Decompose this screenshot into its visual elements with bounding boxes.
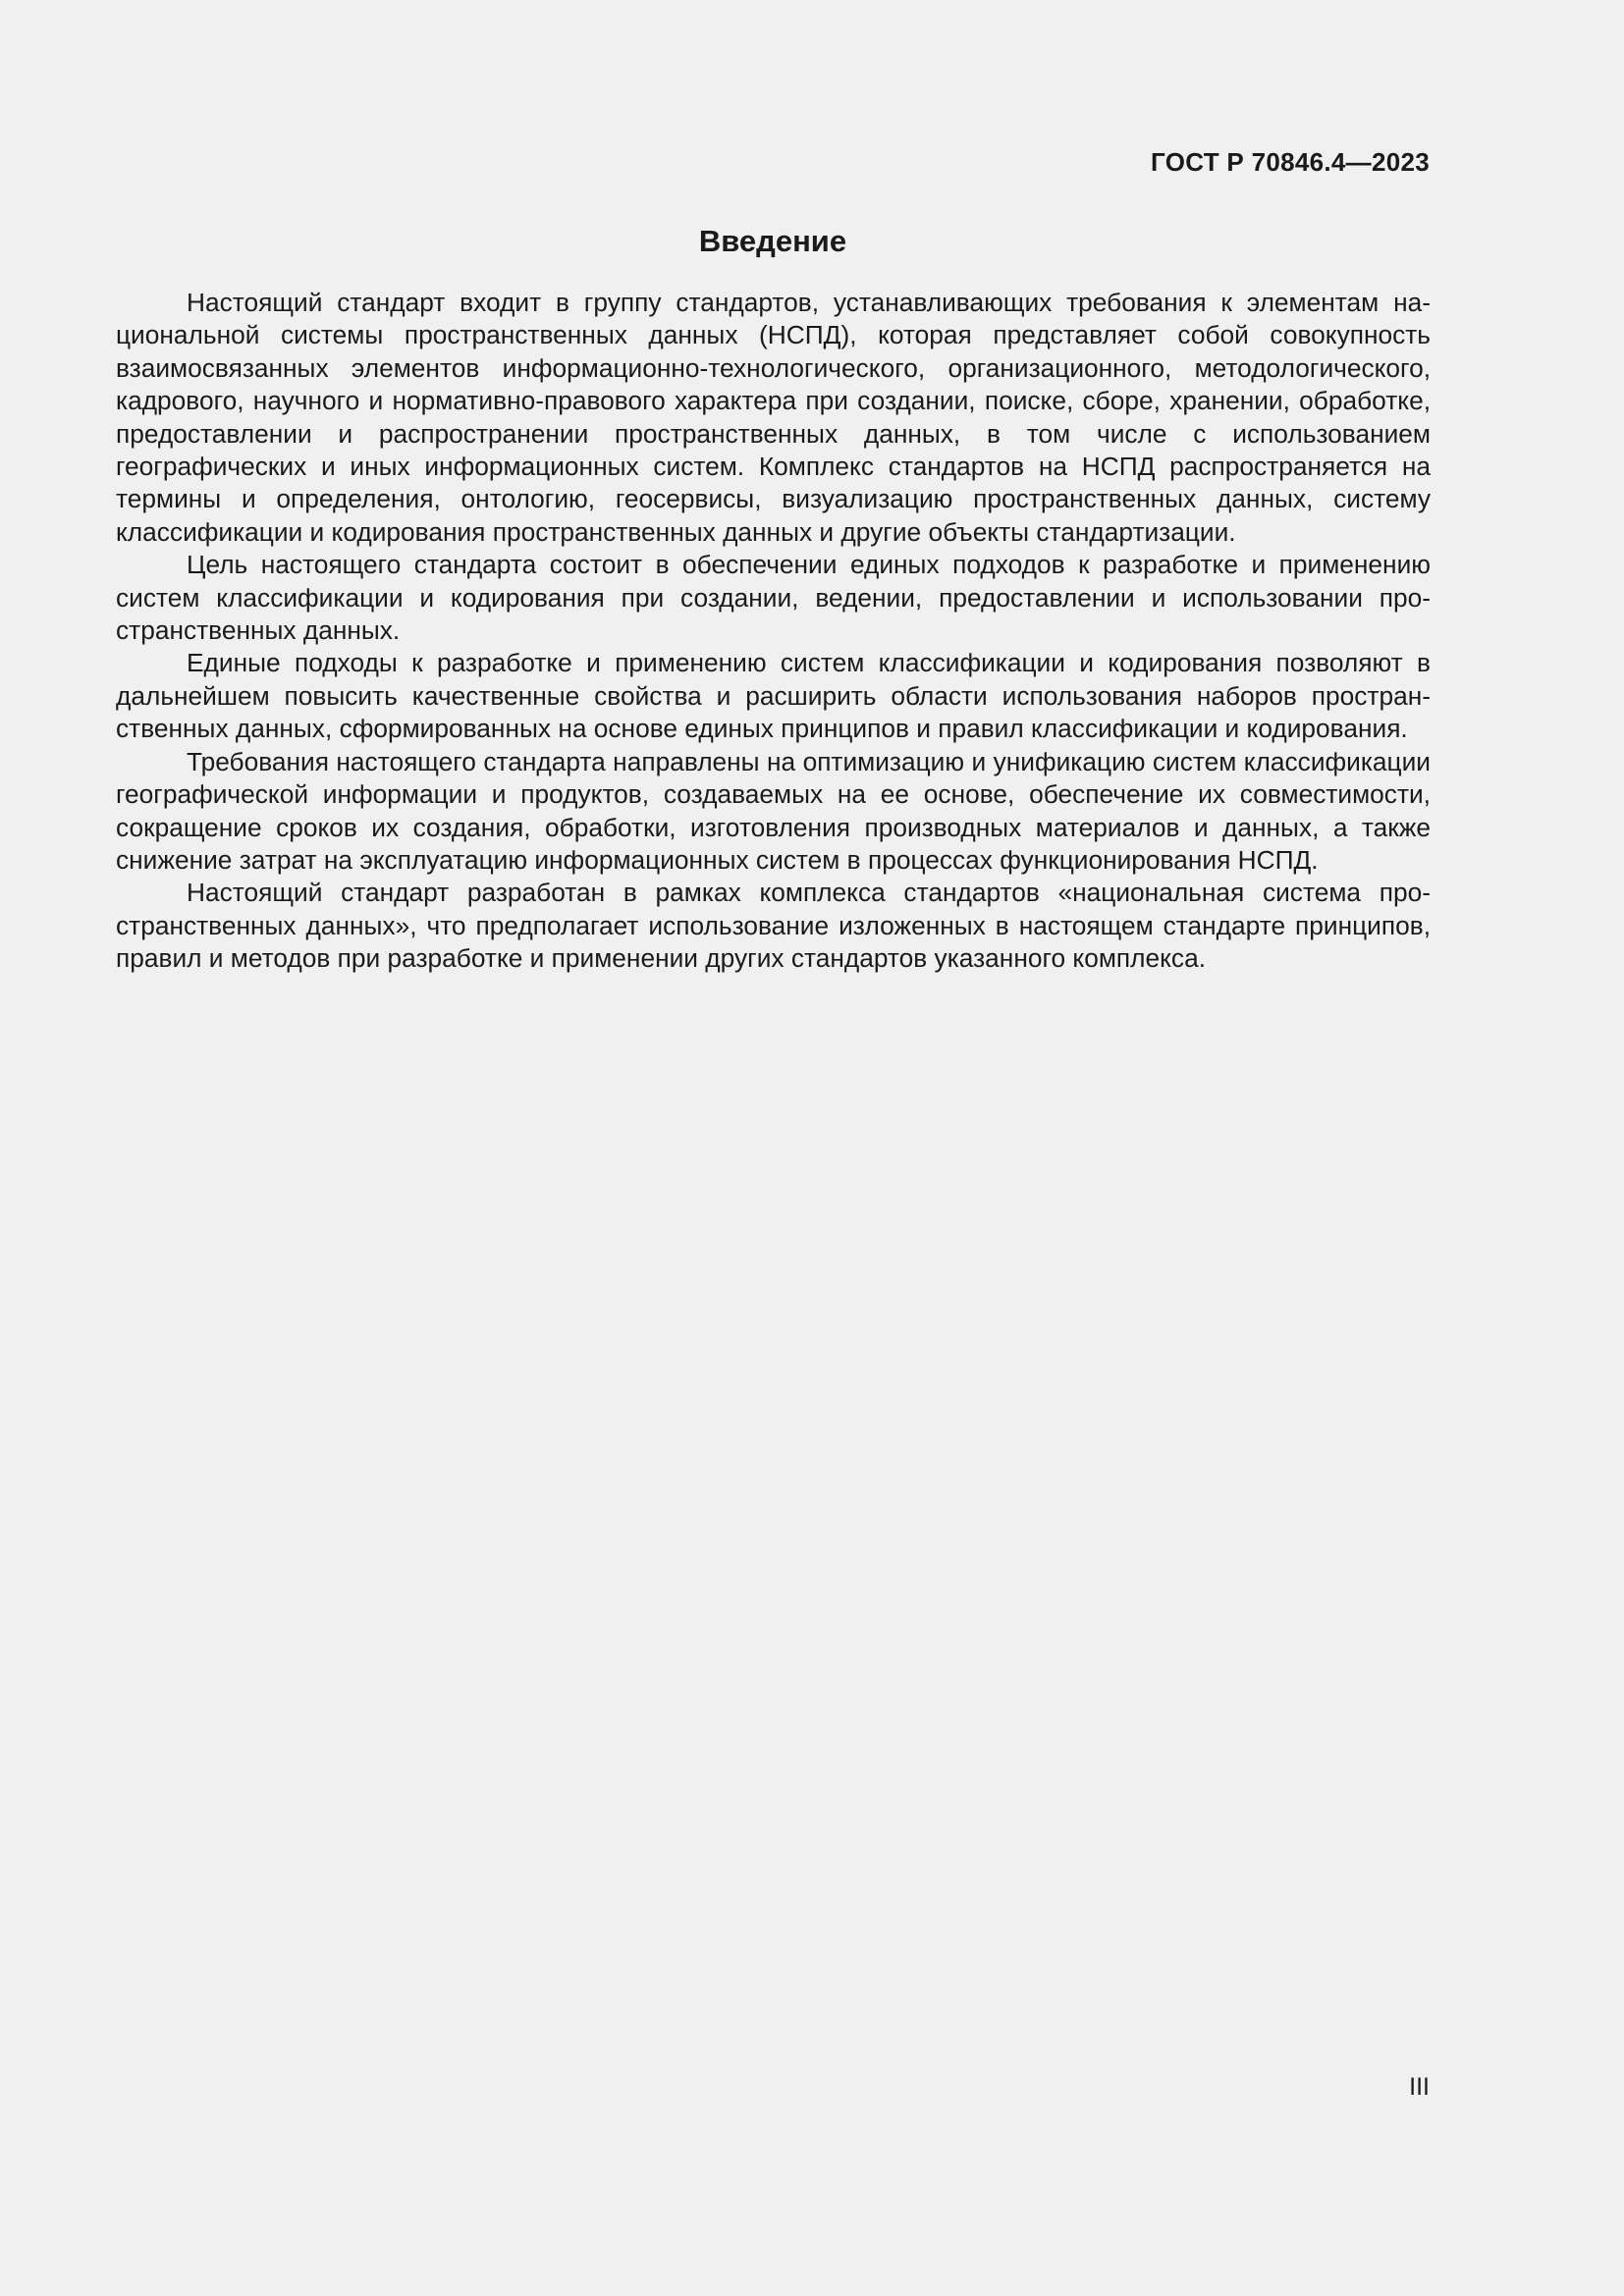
page-number: III xyxy=(1409,2073,1430,2101)
paragraph: Требования настоящего стандарта направлены на оптимизацию и унификацию систем классификации географической информации и продуктов, создаваемых на ее основе, обеспечение их совместимости, сокращение сроков их создания, обработки, изготовления производных материалов и данных, а также снижение затрат на эксплуатацию информационных систем в процессах функционирования НСПД. xyxy=(116,746,1431,875)
paragraph: Настоящий стандарт разработан в рамках комплекса стандартов «национальная система пространственных данных», что предполагает использование изложенных в настоящем стандарте принципов, правил и методов при разработке и применении других стандартов указанного комплекса. xyxy=(116,878,1431,974)
introduction-body xyxy=(116,287,1431,976)
section-title: Введение xyxy=(698,224,847,258)
document-code: ГОСТ Р 70846.4—2023 xyxy=(1151,147,1430,177)
paragraph: Настоящий стандарт входит в группу стандартов, устанавливающих требования к элементам национальной системы пространственных данных (НСПД), которая представляет собой совокупность взаимосвязанных элементов информационно-технологического, организационного, методологического, кадрового, научного и нормативно-правового характера при создании, поиске, сборе, хранении, обработке, предоставлении и распространении пространственных данных, в том числе с использованием географических и иных информационных систем. Комплекс стандартов на НСПД распространяется на термины и определения, онтологию, геосервисы, визуализацию пространственных данных, систему классификации и кодирования пространственных данных и другие объекты стандартизации. xyxy=(116,288,1431,547)
paragraph: Единые подходы к разработке и применению систем классификации и кодирования позволяют в дальнейшем повысить качественные свойства и расширить области использования наборов пространственных данных, сформированных на основе единых принципов и правил классификации и кодирования. xyxy=(116,648,1431,744)
paragraph: Цель настоящего стандарта состоит в обеспечении единых подходов к разработке и применению систем классификации и кодирования при создании, ведении, предоставлении и использовании пространственных данных. xyxy=(116,550,1431,646)
